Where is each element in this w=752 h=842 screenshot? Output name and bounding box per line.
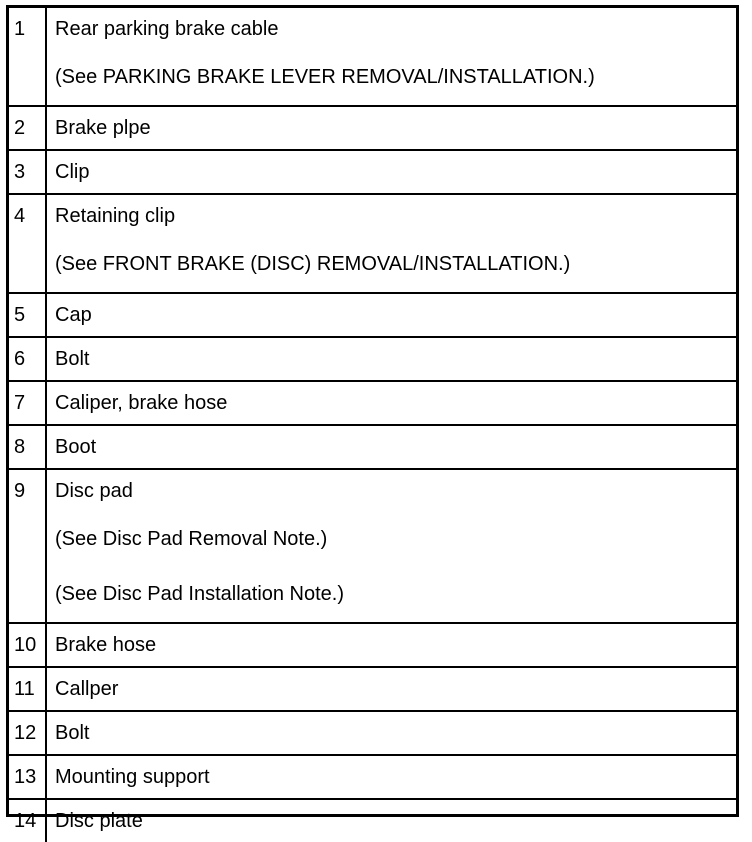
item-name: Bolt [55, 722, 90, 744]
item-name: Boot [55, 436, 97, 458]
item-description [46, 293, 736, 337]
table-row-4 [9, 194, 736, 293]
item-number: 11 [9, 667, 46, 711]
item-description [46, 799, 736, 842]
item-number: 13 [9, 755, 46, 799]
table-row-14 [9, 799, 736, 842]
item-number: 3 [9, 150, 46, 194]
table-row-11 [9, 667, 736, 711]
item-reference-note: (See FRONT BRAKE (DISC) REMOVAL/INSTALLATION.) [55, 253, 571, 275]
item-description [46, 425, 736, 469]
item-name: Retaining clip [55, 205, 176, 227]
item-name: Callper [55, 678, 119, 700]
parts-table [9, 8, 736, 842]
item-description [46, 8, 736, 106]
item-number: 1 [9, 8, 46, 106]
table-row-7 [9, 381, 736, 425]
item-description [46, 106, 736, 150]
item-number: 12 [9, 711, 46, 755]
table-row-6 [9, 337, 736, 381]
item-name: Mounting support [55, 766, 210, 788]
table-row-2 [9, 106, 736, 150]
table-row-1 [9, 8, 736, 106]
item-name: Cap [55, 304, 92, 326]
item-name: Brake plpe [55, 117, 151, 139]
item-reference-note: (See Disc Pad Installation Note.) [55, 583, 345, 605]
item-description [46, 711, 736, 755]
item-name: Clip [55, 161, 90, 183]
item-name: Caliper, brake hose [55, 392, 228, 414]
table-row-10 [9, 623, 736, 667]
item-description [46, 194, 736, 293]
item-description [46, 623, 736, 667]
item-number: 9 [9, 469, 46, 623]
table-row-12 [9, 711, 736, 755]
item-name: Brake hose [55, 634, 157, 656]
item-number: 7 [9, 381, 46, 425]
item-number: 8 [9, 425, 46, 469]
item-reference-note: (See PARKING BRAKE LEVER REMOVAL/INSTALLATION.) [55, 66, 595, 88]
table-row-3 [9, 150, 736, 194]
item-description [46, 469, 736, 623]
item-name: Bolt [55, 348, 90, 370]
table-row-8 [9, 425, 736, 469]
item-number: 6 [9, 337, 46, 381]
item-number: 14 [9, 799, 46, 842]
item-name: Rear parking brake cable [55, 18, 279, 40]
item-reference-note: (See Disc Pad Removal Note.) [55, 528, 328, 550]
item-number: 4 [9, 194, 46, 293]
item-description [46, 150, 736, 194]
parts-table-frame [6, 5, 739, 832]
item-description [46, 667, 736, 711]
table-row-13 [9, 755, 736, 799]
item-name: Disc plate [55, 810, 143, 832]
table-row-5 [9, 293, 736, 337]
item-description [46, 337, 736, 381]
table-row-9 [9, 469, 736, 623]
item-name: Disc pad [55, 480, 133, 502]
item-number: 2 [9, 106, 46, 150]
item-number: 10 [9, 623, 46, 667]
item-description [46, 755, 736, 799]
item-description [46, 381, 736, 425]
item-number: 5 [9, 293, 46, 337]
